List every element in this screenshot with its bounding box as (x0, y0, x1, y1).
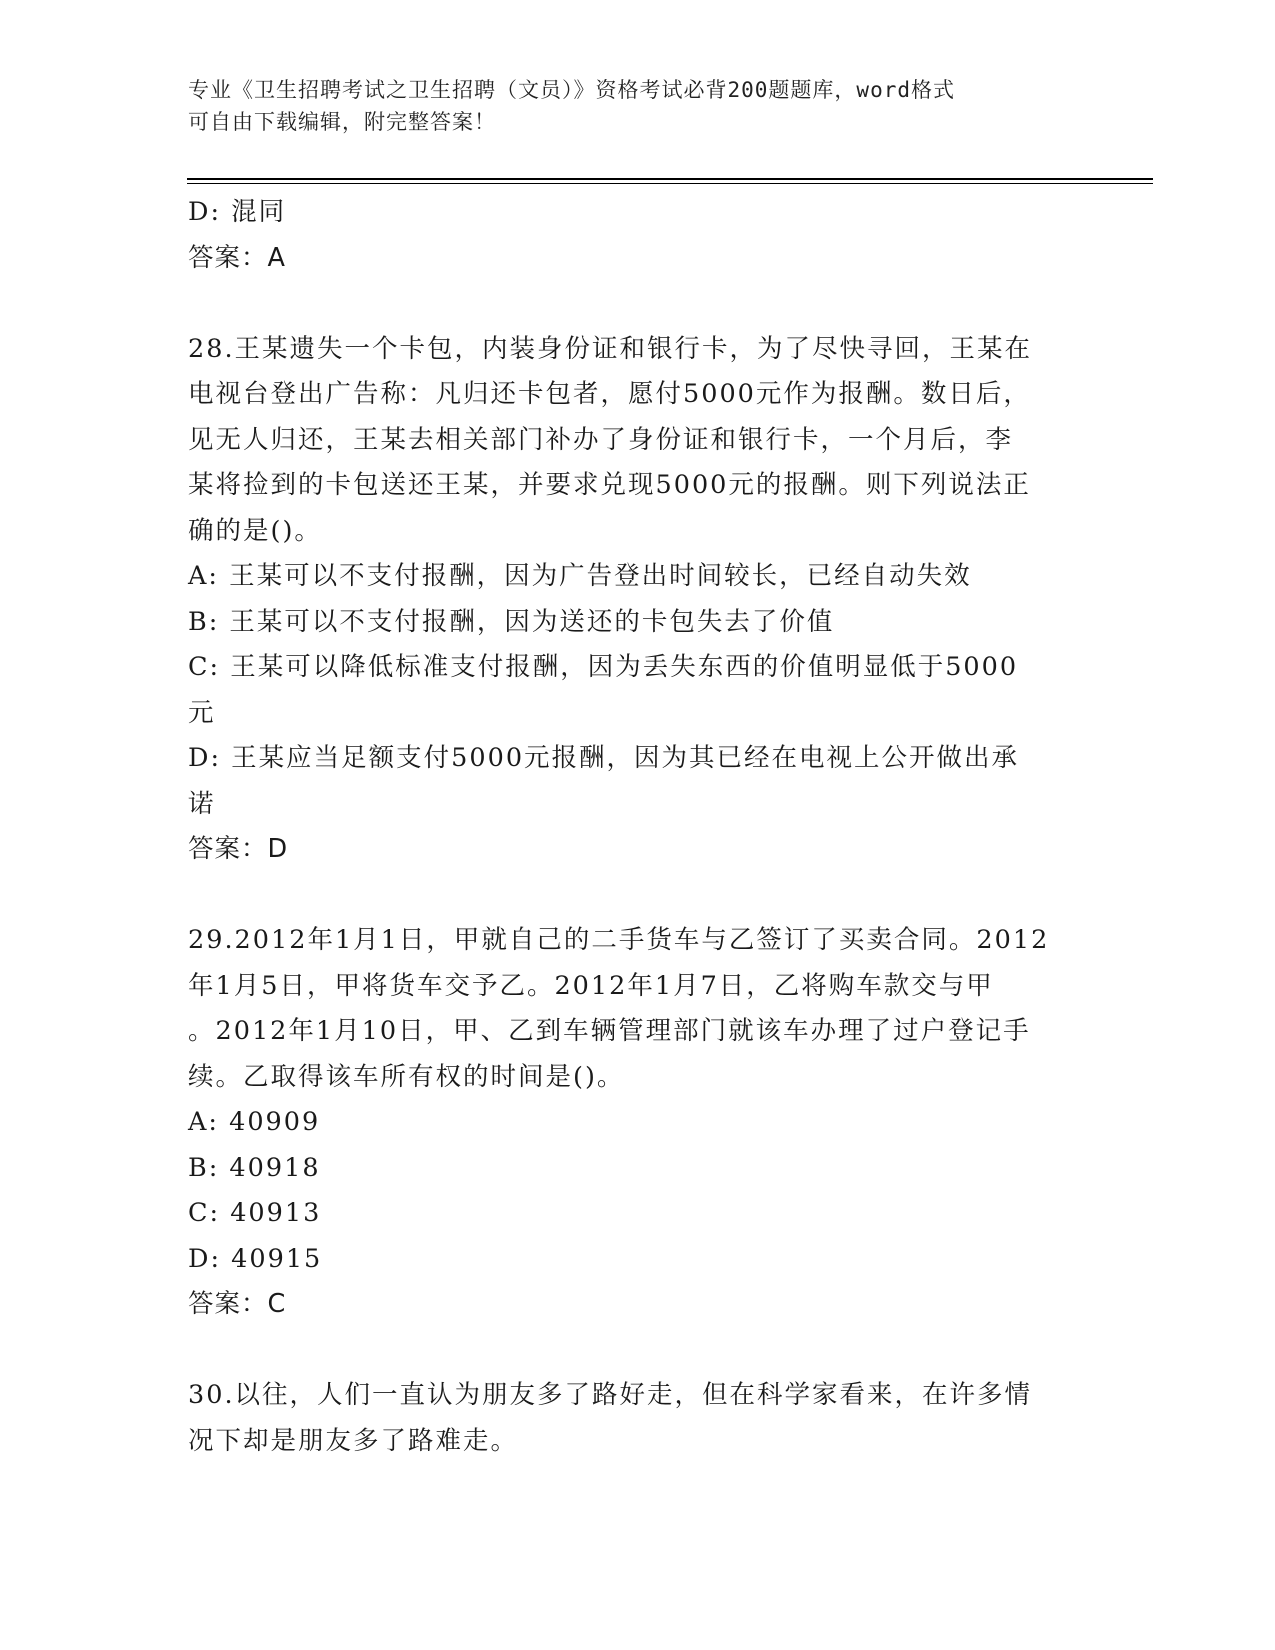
question-text: 确的是()。 (188, 515, 322, 546)
header-line-2: 可自由下载编辑，附完整答案！ (188, 110, 496, 134)
option-c: 元 (188, 697, 216, 728)
question-28 (188, 327, 1088, 828)
option-a: A: 40909 (188, 1107, 321, 1137)
question-29 (188, 918, 1088, 1282)
document-body (188, 190, 1088, 1464)
question-text: 某将捡到的卡包送还王某，并要求兑现5000元的报酬。则下列说法正 (188, 470, 1031, 500)
header-rule-thick (187, 178, 1153, 180)
page-header (188, 74, 1088, 138)
question-text: 29.2012年1月1日，甲就自己的二手货车与乙签订了买卖合同。2012 (188, 925, 1050, 955)
question-text: 见无人归还，王某去相关部门补办了身份证和银行卡，一个月后，李 (188, 424, 1014, 455)
question-text: 况下却是朋友多了路难走。 (188, 1425, 519, 1456)
answer-28: 答案：D (188, 834, 289, 864)
answer-27: 答案：A (188, 242, 286, 273)
option-d: D: 40915 (188, 1243, 323, 1274)
question-text: 续。乙取得该车所有权的时间是()。 (188, 1061, 625, 1092)
question-text: 。2012年1月10日，甲、乙到车辆管理部门就该车办理了过户登记手 (188, 1016, 1031, 1046)
question-30 (188, 1373, 1088, 1464)
spacer (188, 1328, 1088, 1374)
option-d: D: 混同 (188, 197, 287, 227)
option-d: D: 王某应当足额支付5000元报酬，因为其已经在电视上公开做出承 (188, 743, 1020, 773)
option-b: B: 王某可以不支付报酬，因为送还的卡包失去了价值 (188, 606, 835, 637)
option-a: A: 王某可以不支付报酬，因为广告登出时间较长，已经自动失效 (188, 561, 972, 591)
spacer (188, 873, 1088, 919)
option-c: C: 王某可以降低标准支付报酬，因为丢失东西的价值明显低于5000 (188, 652, 1019, 682)
option-c: C: 40913 (188, 1198, 322, 1228)
question-text: 电视台登出广告称：凡归还卡包者，愿付5000元作为报酬。数日后， (188, 379, 1031, 409)
header-rule-thin (187, 183, 1153, 184)
question-text: 年1月5日，甲将货车交予乙。2012年1月7日，乙将购车款交与甲 (188, 970, 994, 1001)
question-text: 28.王某遗失一个卡包，内装身份证和银行卡，为了尽快寻回，王某在 (188, 333, 1033, 364)
question-text: 30.以往，人们一直认为朋友多了路好走，但在科学家看来，在许多情 (188, 1380, 1033, 1410)
option-b: B: 40918 (188, 1152, 321, 1183)
spacer (188, 281, 1088, 327)
option-d: 诺 (188, 788, 216, 819)
answer-29: 答案：C (188, 1289, 287, 1319)
header-line-1: 专业《卫生招聘考试之卫生招聘（文员）》资格考试必背200题题库，word格式 (188, 78, 955, 102)
